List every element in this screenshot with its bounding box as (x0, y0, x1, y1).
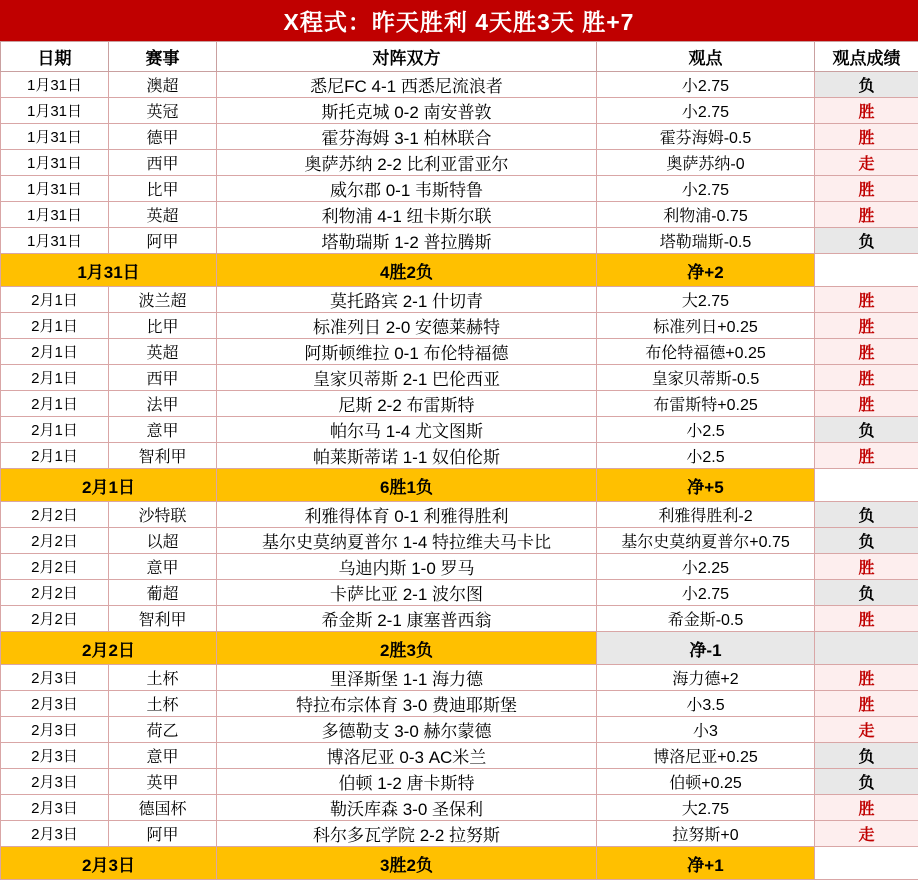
cell-result: 负 (815, 72, 918, 98)
cell-view: 海力德+2 (597, 665, 815, 691)
cell-league: 智利甲 (109, 443, 217, 469)
cell-match: 标准列日 2-0 安德莱赫特 (217, 313, 597, 339)
cell-date: 2月1日 (1, 287, 109, 313)
cell-result: 胜 (815, 339, 918, 365)
cell-league: 葡超 (109, 580, 217, 606)
cell-view: 利雅得胜利-2 (597, 502, 815, 528)
cell-league: 荷乙 (109, 717, 217, 743)
summary-net: 净+5 (597, 469, 815, 502)
cell-result: 负 (815, 743, 918, 769)
cell-result: 走 (815, 717, 918, 743)
cell-match: 帕莱斯蒂诺 1-1 奴伯伦斯 (217, 443, 597, 469)
cell-date: 2月3日 (1, 821, 109, 847)
cell-match: 皇家贝蒂斯 2-1 巴伦西亚 (217, 365, 597, 391)
summary-date: 2月2日 (1, 632, 217, 665)
table-row (1, 580, 918, 606)
cell-view: 小2.75 (597, 98, 815, 124)
summary-blank (815, 469, 918, 502)
summary-date: 2月1日 (1, 469, 217, 502)
table-row (1, 124, 918, 150)
cell-match: 基尔史莫纳夏普尔 1-4 特拉维夫马卡比 (217, 528, 597, 554)
cell-date: 2月1日 (1, 313, 109, 339)
cell-result: 胜 (815, 98, 918, 124)
cell-match: 奥萨苏纳 2-2 比利亚雷亚尔 (217, 150, 597, 176)
cell-view: 塔勒瑞斯-0.5 (597, 228, 815, 254)
cell-date: 2月1日 (1, 365, 109, 391)
cell-result: 胜 (815, 391, 918, 417)
cell-match: 希金斯 2-1 康塞普西翁 (217, 606, 597, 632)
cell-match: 塔勒瑞斯 1-2 普拉腾斯 (217, 228, 597, 254)
cell-view: 小2.5 (597, 417, 815, 443)
cell-match: 利物浦 4-1 纽卡斯尔联 (217, 202, 597, 228)
cell-match: 利雅得体育 0-1 利雅得胜利 (217, 502, 597, 528)
cell-league: 意甲 (109, 554, 217, 580)
summary-row (1, 254, 918, 287)
table-row (1, 339, 918, 365)
cell-league: 德国杯 (109, 795, 217, 821)
cell-date: 1月31日 (1, 150, 109, 176)
cell-result: 胜 (815, 313, 918, 339)
cell-view: 布雷斯特+0.25 (597, 391, 815, 417)
cell-date: 2月3日 (1, 691, 109, 717)
header-match: 对阵双方 (217, 42, 597, 72)
summary-date: 1月31日 (1, 254, 217, 287)
cell-date: 2月1日 (1, 417, 109, 443)
cell-result: 胜 (815, 365, 918, 391)
cell-match: 悉尼FC 4-1 西悉尼流浪者 (217, 72, 597, 98)
cell-result: 负 (815, 769, 918, 795)
table-row (1, 691, 918, 717)
cell-view: 皇家贝蒂斯-0.5 (597, 365, 815, 391)
cell-match: 阿斯顿维拉 0-1 布伦特福德 (217, 339, 597, 365)
cell-match: 威尔郡 0-1 韦斯特鲁 (217, 176, 597, 202)
cell-view: 基尔史莫纳夏普尔+0.75 (597, 528, 815, 554)
cell-result: 负 (815, 228, 918, 254)
cell-result: 负 (815, 502, 918, 528)
header-result: 观点成绩 (815, 42, 918, 72)
cell-league: 比甲 (109, 313, 217, 339)
cell-league: 德甲 (109, 124, 217, 150)
cell-view: 拉努斯+0 (597, 821, 815, 847)
cell-result: 负 (815, 528, 918, 554)
cell-match: 乌迪内斯 1-0 罗马 (217, 554, 597, 580)
summary-record: 3胜2负 (217, 847, 597, 880)
table-header-row (1, 42, 918, 72)
summary-record: 2胜3负 (217, 632, 597, 665)
cell-result: 胜 (815, 606, 918, 632)
cell-view: 小2.75 (597, 580, 815, 606)
cell-result: 胜 (815, 124, 918, 150)
table-row (1, 554, 918, 580)
cell-date: 2月2日 (1, 528, 109, 554)
cell-league: 澳超 (109, 72, 217, 98)
cell-result: 负 (815, 580, 918, 606)
cell-date: 2月3日 (1, 795, 109, 821)
summary-blank (815, 847, 918, 880)
table-row (1, 417, 918, 443)
cell-match: 多德勒支 3-0 赫尔蒙德 (217, 717, 597, 743)
cell-league: 土杯 (109, 665, 217, 691)
cell-league: 英冠 (109, 98, 217, 124)
cell-result: 胜 (815, 443, 918, 469)
summary-net: 净+1 (597, 847, 815, 880)
cell-date: 2月3日 (1, 769, 109, 795)
table-row (1, 228, 918, 254)
cell-result: 走 (815, 150, 918, 176)
table-row (1, 150, 918, 176)
table-row (1, 769, 918, 795)
cell-result: 胜 (815, 795, 918, 821)
cell-match: 尼斯 2-2 布雷斯特 (217, 391, 597, 417)
cell-match: 莫托路宾 2-1 什切青 (217, 287, 597, 313)
table-row (1, 821, 918, 847)
cell-date: 2月2日 (1, 502, 109, 528)
cell-view: 小2.25 (597, 554, 815, 580)
cell-view: 标准列日+0.25 (597, 313, 815, 339)
table-row (1, 72, 918, 98)
cell-date: 2月1日 (1, 339, 109, 365)
cell-date: 1月31日 (1, 72, 109, 98)
summary-row (1, 469, 918, 502)
cell-date: 1月31日 (1, 176, 109, 202)
cell-match: 伯顿 1-2 唐卡斯特 (217, 769, 597, 795)
page-title: X程式：昨天胜利 4天胜3天 胜+7 (0, 0, 918, 41)
cell-league: 阿甲 (109, 821, 217, 847)
cell-league: 英超 (109, 202, 217, 228)
cell-result: 走 (815, 821, 918, 847)
cell-view: 博洛尼亚+0.25 (597, 743, 815, 769)
cell-match: 博洛尼亚 0-3 AC米兰 (217, 743, 597, 769)
cell-league: 以超 (109, 528, 217, 554)
table-row (1, 176, 918, 202)
header-date: 日期 (1, 42, 109, 72)
cell-date: 2月2日 (1, 606, 109, 632)
table-body (1, 72, 918, 880)
cell-view: 布伦特福德+0.25 (597, 339, 815, 365)
summary-blank (815, 254, 918, 287)
cell-match: 勒沃库森 3-0 圣保利 (217, 795, 597, 821)
cell-view: 霍芬海姆-0.5 (597, 124, 815, 150)
cell-date: 2月3日 (1, 717, 109, 743)
table-row (1, 313, 918, 339)
summary-record: 4胜2负 (217, 254, 597, 287)
cell-date: 1月31日 (1, 202, 109, 228)
cell-match: 卡萨比亚 2-1 波尔图 (217, 580, 597, 606)
cell-result: 胜 (815, 665, 918, 691)
cell-league: 比甲 (109, 176, 217, 202)
cell-view: 小2.75 (597, 176, 815, 202)
cell-result: 胜 (815, 554, 918, 580)
cell-date: 2月2日 (1, 554, 109, 580)
header-league: 赛事 (109, 42, 217, 72)
cell-match: 斯托克城 0-2 南安普敦 (217, 98, 597, 124)
cell-league: 土杯 (109, 691, 217, 717)
table-row (1, 287, 918, 313)
cell-date: 1月31日 (1, 228, 109, 254)
cell-league: 阿甲 (109, 228, 217, 254)
cell-match: 霍芬海姆 3-1 柏林联合 (217, 124, 597, 150)
cell-league: 意甲 (109, 417, 217, 443)
cell-date: 2月1日 (1, 391, 109, 417)
cell-league: 智利甲 (109, 606, 217, 632)
table-row (1, 717, 918, 743)
summary-net: 净-1 (597, 632, 815, 665)
cell-view: 奥萨苏纳-0 (597, 150, 815, 176)
cell-view: 小3 (597, 717, 815, 743)
cell-view: 大2.75 (597, 287, 815, 313)
summary-net: 净+2 (597, 254, 815, 287)
cell-match: 科尔多瓦学院 2-2 拉努斯 (217, 821, 597, 847)
cell-league: 波兰超 (109, 287, 217, 313)
cell-league: 沙特联 (109, 502, 217, 528)
table-row (1, 502, 918, 528)
cell-league: 英甲 (109, 769, 217, 795)
cell-date: 2月3日 (1, 743, 109, 769)
cell-view: 大2.75 (597, 795, 815, 821)
summary-blank (815, 632, 918, 665)
cell-league: 意甲 (109, 743, 217, 769)
cell-date: 2月1日 (1, 443, 109, 469)
cell-result: 胜 (815, 691, 918, 717)
cell-match: 帕尔马 1-4 尤文图斯 (217, 417, 597, 443)
cell-view: 小3.5 (597, 691, 815, 717)
cell-league: 西甲 (109, 365, 217, 391)
cell-league: 英超 (109, 339, 217, 365)
cell-view: 希金斯-0.5 (597, 606, 815, 632)
table-row (1, 528, 918, 554)
summary-record: 6胜1负 (217, 469, 597, 502)
cell-result: 胜 (815, 202, 918, 228)
table-row (1, 743, 918, 769)
cell-date: 1月31日 (1, 124, 109, 150)
table-row (1, 443, 918, 469)
cell-league: 西甲 (109, 150, 217, 176)
cell-date: 2月3日 (1, 665, 109, 691)
table-row (1, 795, 918, 821)
table-row (1, 606, 918, 632)
table-row (1, 391, 918, 417)
cell-date: 1月31日 (1, 98, 109, 124)
cell-view: 利物浦-0.75 (597, 202, 815, 228)
cell-date: 2月2日 (1, 580, 109, 606)
summary-date: 2月3日 (1, 847, 217, 880)
cell-match: 特拉布宗体育 3-0 费迪耶斯堡 (217, 691, 597, 717)
cell-result: 负 (815, 417, 918, 443)
cell-result: 胜 (815, 176, 918, 202)
table-row (1, 202, 918, 228)
predictions-table (0, 41, 918, 880)
table-row (1, 98, 918, 124)
cell-result: 胜 (815, 287, 918, 313)
cell-view: 小2.5 (597, 443, 815, 469)
cell-match: 里泽斯堡 1-1 海力德 (217, 665, 597, 691)
table-row (1, 665, 918, 691)
header-view: 观点 (597, 42, 815, 72)
cell-view: 伯顿+0.25 (597, 769, 815, 795)
table-row (1, 365, 918, 391)
summary-row (1, 847, 918, 880)
cell-league: 法甲 (109, 391, 217, 417)
cell-view: 小2.75 (597, 72, 815, 98)
summary-row (1, 632, 918, 665)
